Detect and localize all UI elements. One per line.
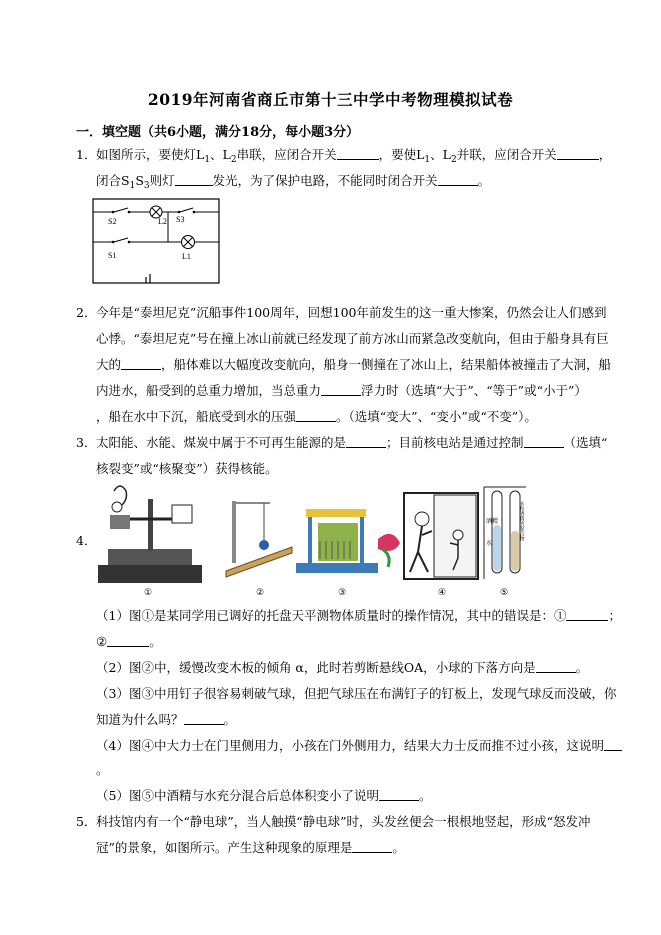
q2-text: 浮力时（选填“大于”、“等于”或“小于”） bbox=[361, 383, 587, 398]
answer-blank[interactable] bbox=[438, 171, 478, 186]
q4-part-4 bbox=[96, 736, 622, 754]
answer-blank[interactable] bbox=[346, 433, 386, 448]
q2-line-2: 心悸。“泰坦尼克”号在撞上冰山前就已经发现了前方冰山而紧急改变航向，但由于船身具有巨 bbox=[96, 331, 609, 346]
q4-part-3: （3）图③中用钉子很容易刺破气球，但把气球压在布满钉子的钉板上，发现气球反而没破，你 bbox=[96, 686, 617, 701]
q2-text: ，船体难以大幅度改变航向，船身一侧撞在了冰山上，结果船体被撞击了大洞，船 bbox=[161, 357, 612, 372]
q1-text: 发光，为了保护电路，不能同时闭合开关 bbox=[212, 173, 438, 188]
page-title: 2019年河南省商丘市第十三中学中考物理模拟试卷 bbox=[147, 90, 514, 109]
nail-board-photo bbox=[296, 509, 400, 573]
answer-blank[interactable] bbox=[352, 838, 392, 853]
q3-line-2: 核裂变”或“核聚变”）获得核能。 bbox=[96, 461, 278, 476]
q1-text: ， bbox=[598, 147, 612, 162]
q1-text: 。 bbox=[477, 173, 491, 188]
circuit-diagram bbox=[92, 198, 220, 284]
question-number: 5． bbox=[76, 814, 97, 829]
q1-text: 如图所示，要使灯L bbox=[96, 147, 205, 162]
q4-text: ； bbox=[608, 608, 621, 623]
q1-text: S bbox=[135, 173, 144, 188]
photo-label: ④ bbox=[437, 587, 447, 597]
answer-blank[interactable] bbox=[379, 786, 419, 801]
q5-line-1: 科技馆内有一个“静电球”，当人触摸“静电球”时，头发丝便会一根根地竖起，形成“怒发冲 bbox=[96, 814, 591, 829]
tube-label-alcohol: 酒精 bbox=[486, 519, 499, 525]
q4-part-1 bbox=[96, 606, 621, 624]
q4-text: 。 bbox=[575, 660, 589, 675]
q2-line-4 bbox=[96, 381, 587, 399]
subscript: 3 bbox=[143, 181, 150, 191]
answer-blank[interactable] bbox=[121, 355, 161, 370]
q1-text: 则灯 bbox=[149, 173, 175, 188]
q2-line-5 bbox=[96, 407, 537, 425]
switch-s2-label: S2 bbox=[108, 217, 117, 226]
subscript: 1 bbox=[204, 155, 211, 165]
q4-text: （4）图④中大力士在门里侧用力，小孩在门外侧用力，结果大力士反而推不过小孩，这说明 bbox=[96, 738, 604, 753]
q4-text: 知道为什么吗？ bbox=[96, 712, 184, 727]
q2-line-1: 今年是“泰坦尼克”沉船事件100周年，回想100年前发生的这一重大惨案，仍然会让人们感到 bbox=[96, 305, 607, 320]
answer-blank[interactable] bbox=[557, 145, 599, 160]
photo-label: ① bbox=[143, 587, 153, 597]
q3-text: （选填“ bbox=[563, 435, 608, 450]
q3-text: ；目前核电站是通过控制 bbox=[386, 435, 524, 450]
q1-line-1 bbox=[96, 145, 611, 165]
answer-blank[interactable] bbox=[175, 171, 213, 186]
q2-text: 大的 bbox=[96, 357, 122, 372]
lamp-l1-label: L1 bbox=[182, 252, 191, 261]
q1-text: 、L bbox=[210, 147, 231, 162]
photo-label: ⑤ bbox=[499, 587, 509, 597]
answer-blank[interactable] bbox=[184, 710, 224, 725]
q4-text: 。 bbox=[223, 712, 237, 727]
subscript: 2 bbox=[450, 155, 457, 165]
q4-part-5 bbox=[96, 786, 431, 804]
q1-text: ，要使L bbox=[378, 147, 425, 162]
q4-text: （5）图⑤中酒精与水充分混合后总体积变小了说明 bbox=[96, 788, 379, 803]
photo-label: ③ bbox=[337, 587, 347, 597]
q2-line-3 bbox=[96, 355, 611, 373]
incline-photo bbox=[226, 501, 292, 577]
q1-text: 串联，应闭合开关 bbox=[236, 147, 337, 162]
q2-text: 内进水，船受到的总重力增加，当总重力 bbox=[96, 383, 322, 398]
answer-blank[interactable] bbox=[337, 145, 379, 160]
balance-photo bbox=[98, 486, 202, 583]
subscript: 1 bbox=[424, 155, 431, 165]
q3-text: 太阳能、水能、煤炭中属于不可再生能源的是 bbox=[96, 435, 347, 450]
q1-text: 闭合S bbox=[96, 173, 130, 188]
question-number: 3． bbox=[76, 435, 97, 450]
photo-label: ② bbox=[255, 587, 265, 597]
section-heading: 一．填空题（共6小题，满分18分，每小题3分） bbox=[76, 125, 360, 140]
q3-line-1 bbox=[96, 433, 607, 451]
subscript: 2 bbox=[230, 155, 237, 165]
answer-blank[interactable] bbox=[566, 606, 608, 621]
q1-text: 并联，应闭合开关 bbox=[456, 147, 557, 162]
tube-label-mixture: 水和酒精的混合物 bbox=[518, 501, 524, 541]
question-number: 4． bbox=[76, 533, 97, 548]
lamp-l2-label: L2 bbox=[158, 217, 167, 226]
q5-text: 。 bbox=[392, 840, 405, 855]
q5-text: 冠”的景象，如图所示。产生这种现象的原理是 bbox=[96, 840, 353, 855]
answer-blank[interactable] bbox=[524, 433, 564, 448]
q5-line-2 bbox=[96, 838, 405, 856]
q4-part-3-cont bbox=[96, 710, 236, 728]
q4-text: （1）图①是某同学用已调好的托盘天平测物体质量时的操作情况，其中的错误是：① bbox=[96, 608, 567, 623]
q2-text: ，船在水中下沉，船底受到水的压强 bbox=[96, 409, 297, 424]
question-number: 2． bbox=[76, 305, 97, 320]
q1-line-2 bbox=[96, 171, 490, 191]
switch-s1-label: S1 bbox=[108, 251, 117, 260]
answer-blank[interactable] bbox=[296, 407, 336, 422]
switch-s3-label: S3 bbox=[176, 215, 185, 224]
q1-text: 、L bbox=[430, 147, 451, 162]
tube-label-water: 水 bbox=[486, 541, 493, 547]
door-push-photo bbox=[404, 493, 478, 579]
subscript: 1 bbox=[129, 181, 136, 191]
q4-text: ② bbox=[96, 634, 108, 649]
q4-part-1-cont bbox=[96, 632, 162, 650]
answer-blank[interactable] bbox=[604, 736, 622, 751]
q4-text: （2）图②中，缓慢改变木板的倾角 α，此时若剪断悬线OA，小球的下落方向是 bbox=[96, 660, 536, 675]
answer-blank[interactable] bbox=[321, 381, 361, 396]
q2-text: 。（选填“变大”、“变小”或“不变”）。 bbox=[336, 409, 537, 424]
answer-blank[interactable] bbox=[107, 632, 149, 647]
q4-text: 。 bbox=[418, 788, 432, 803]
q4-text: 。 bbox=[149, 634, 162, 649]
answer-blank[interactable] bbox=[536, 658, 576, 673]
question-number: 1． bbox=[76, 147, 97, 162]
q4-part-2 bbox=[96, 658, 588, 676]
experiment-photos bbox=[92, 479, 527, 599]
q4-part-4-cont: 。 bbox=[96, 762, 109, 777]
